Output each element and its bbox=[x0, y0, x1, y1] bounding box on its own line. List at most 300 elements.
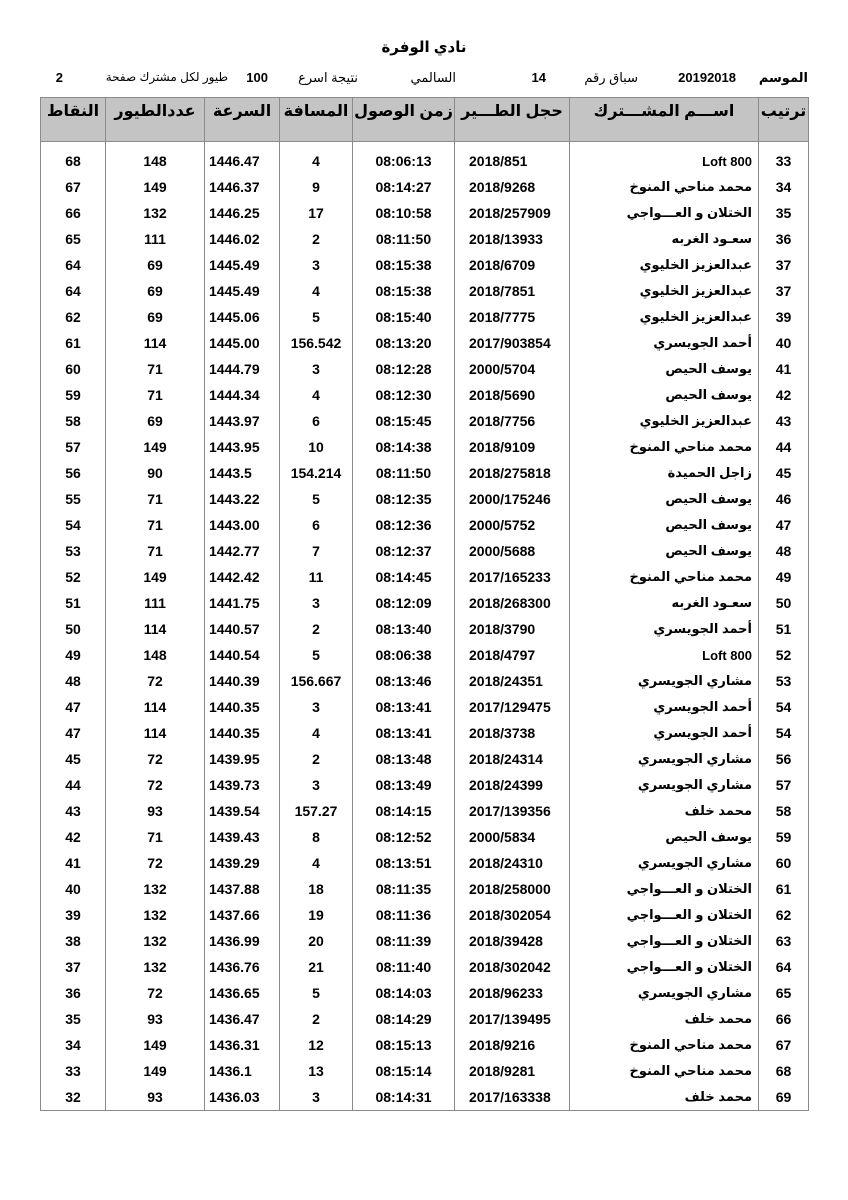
arrival-time-cell: 08:12:30 bbox=[353, 382, 455, 408]
bird-count-cell: 111 bbox=[106, 226, 205, 252]
bird-count-cell: 72 bbox=[106, 772, 205, 798]
table-row bbox=[41, 746, 809, 772]
participant-cell: محمد مناحي المنوخ bbox=[570, 174, 759, 200]
arrival-time-cell: 08:11:50 bbox=[353, 460, 455, 486]
points-cell: 35 bbox=[41, 1006, 106, 1032]
distance-cell: 2 bbox=[280, 1006, 353, 1032]
speed-cell: 1442.77 bbox=[205, 538, 280, 564]
bird-count-cell: 93 bbox=[106, 798, 205, 824]
distance-cell: 5 bbox=[280, 980, 353, 1006]
rank-cell: 33 bbox=[759, 148, 809, 174]
ring-cell: 2018/39428 bbox=[455, 928, 570, 954]
speed-cell: 1445.00 bbox=[205, 330, 280, 356]
points-cell: 33 bbox=[41, 1058, 106, 1084]
ring-cell: 2018/9268 bbox=[455, 174, 570, 200]
ring-cell: 2017/139356 bbox=[455, 798, 570, 824]
speed-cell: 1440.39 bbox=[205, 668, 280, 694]
participant-cell: أحمد الجويسري bbox=[570, 720, 759, 746]
bird-count-cell: 71 bbox=[106, 356, 205, 382]
arrival-time-cell: 08:13:49 bbox=[353, 772, 455, 798]
table-row bbox=[41, 460, 809, 486]
participant-cell: مشاري الجويسري bbox=[570, 772, 759, 798]
participant-cell: محمد مناحي المنوخ bbox=[570, 434, 759, 460]
ring-cell: 2018/257909 bbox=[455, 200, 570, 226]
arrival-time-cell: 08:14:38 bbox=[353, 434, 455, 460]
distance-cell: 157.27 bbox=[280, 798, 353, 824]
table-row bbox=[41, 980, 809, 1006]
rank-cell: 46 bbox=[759, 486, 809, 512]
speed-cell: 1443.5 bbox=[205, 460, 280, 486]
table-row bbox=[41, 382, 809, 408]
ring-cell: 2018/258000 bbox=[455, 876, 570, 902]
table-row bbox=[41, 1006, 809, 1032]
points-cell: 55 bbox=[41, 486, 106, 512]
table-row bbox=[41, 668, 809, 694]
bird-count-cell: 71 bbox=[106, 824, 205, 850]
bird-count-cell: 132 bbox=[106, 876, 205, 902]
season-label: الموسم bbox=[758, 70, 808, 85]
points-cell: 54 bbox=[41, 512, 106, 538]
ring-cell: 2000/5704 bbox=[455, 356, 570, 382]
participant-cell: عبدالعزيز الخليوي bbox=[570, 304, 759, 330]
club-title: نادي الوفرة bbox=[381, 39, 467, 56]
arrival-time-cell: 08:13:51 bbox=[353, 850, 455, 876]
participant-cell: Loft 800 bbox=[570, 642, 759, 668]
rank-cell: 48 bbox=[759, 538, 809, 564]
rank-cell: 47 bbox=[759, 512, 809, 538]
rank-cell: 54 bbox=[759, 720, 809, 746]
participant-cell: زاجل الحميدة bbox=[570, 460, 759, 486]
page-number: 2 bbox=[55, 70, 63, 85]
participant-cell: عبدالعزيز الخليوي bbox=[570, 252, 759, 278]
header-distance: المسافة bbox=[280, 98, 353, 142]
bird-count-cell: 90 bbox=[106, 460, 205, 486]
arrival-time-cell: 08:15:13 bbox=[353, 1032, 455, 1058]
bird-count-cell: 132 bbox=[106, 954, 205, 980]
speed-cell: 1440.54 bbox=[205, 642, 280, 668]
speed-cell: 1443.95 bbox=[205, 434, 280, 460]
header-bird-count: عددالطيور bbox=[106, 98, 205, 142]
points-cell: 32 bbox=[41, 1084, 106, 1111]
distance-cell: 9 bbox=[280, 174, 353, 200]
rank-cell: 61 bbox=[759, 876, 809, 902]
ring-cell: 2017/903854 bbox=[455, 330, 570, 356]
ring-cell: 2018/13933 bbox=[455, 226, 570, 252]
bird-count-cell: 149 bbox=[106, 174, 205, 200]
table-row bbox=[41, 824, 809, 850]
arrival-time-cell: 08:11:40 bbox=[353, 954, 455, 980]
rank-cell: 45 bbox=[759, 460, 809, 486]
birds-count: 100 bbox=[246, 70, 268, 85]
points-cell: 64 bbox=[41, 252, 106, 278]
bird-count-cell: 148 bbox=[106, 148, 205, 174]
per-participant-label: طيور لكل مشترك صفحة bbox=[105, 70, 228, 84]
participant-cell: الختلان و العـــواجي bbox=[570, 200, 759, 226]
rank-cell: 64 bbox=[759, 954, 809, 980]
distance-cell: 6 bbox=[280, 512, 353, 538]
ring-cell: 2018/3738 bbox=[455, 720, 570, 746]
speed-cell: 1441.75 bbox=[205, 590, 280, 616]
race-number: 14 bbox=[531, 70, 546, 85]
rank-cell: 40 bbox=[759, 330, 809, 356]
arrival-time-cell: 08:12:09 bbox=[353, 590, 455, 616]
speed-cell: 1439.29 bbox=[205, 850, 280, 876]
speed-cell: 1445.06 bbox=[205, 304, 280, 330]
ring-cell: 2018/7775 bbox=[455, 304, 570, 330]
arrival-time-cell: 08:12:35 bbox=[353, 486, 455, 512]
participant-cell: يوسف الحيص bbox=[570, 486, 759, 512]
participant-cell: سعـود الغربه bbox=[570, 226, 759, 252]
participant-cell: سعـود الغربه bbox=[570, 590, 759, 616]
distance-cell: 10 bbox=[280, 434, 353, 460]
ring-cell: 2018/268300 bbox=[455, 590, 570, 616]
points-cell: 42 bbox=[41, 824, 106, 850]
distance-cell: 5 bbox=[280, 486, 353, 512]
participant-cell: أحمد الجويسري bbox=[570, 330, 759, 356]
ring-cell: 2018/6709 bbox=[455, 252, 570, 278]
bird-count-cell: 149 bbox=[106, 1032, 205, 1058]
distance-cell: 17 bbox=[280, 200, 353, 226]
participant-cell: الختلان و العـــواجي bbox=[570, 876, 759, 902]
rank-cell: 44 bbox=[759, 434, 809, 460]
distance-cell: 21 bbox=[280, 954, 353, 980]
participant-cell: محمد خلف bbox=[570, 1084, 759, 1111]
distance-cell: 5 bbox=[280, 642, 353, 668]
speed-cell: 1436.99 bbox=[205, 928, 280, 954]
points-cell: 51 bbox=[41, 590, 106, 616]
bird-count-cell: 132 bbox=[106, 928, 205, 954]
bird-count-cell: 114 bbox=[106, 694, 205, 720]
participant-cell: مشاري الجويسري bbox=[570, 850, 759, 876]
rank-cell: 39 bbox=[759, 304, 809, 330]
table-row bbox=[41, 538, 809, 564]
arrival-time-cell: 08:12:52 bbox=[353, 824, 455, 850]
table-row bbox=[41, 252, 809, 278]
distance-cell: 12 bbox=[280, 1032, 353, 1058]
rank-cell: 66 bbox=[759, 1006, 809, 1032]
arrival-time-cell: 08:14:27 bbox=[353, 174, 455, 200]
ring-cell: 2018/9109 bbox=[455, 434, 570, 460]
table-row bbox=[41, 408, 809, 434]
arrival-time-cell: 08:13:20 bbox=[353, 330, 455, 356]
participant-cell: محمد خلف bbox=[570, 1006, 759, 1032]
table-row bbox=[41, 304, 809, 330]
points-cell: 34 bbox=[41, 1032, 106, 1058]
speed-cell: 1439.54 bbox=[205, 798, 280, 824]
points-cell: 61 bbox=[41, 330, 106, 356]
table-row bbox=[41, 720, 809, 746]
table-row bbox=[41, 798, 809, 824]
participant-cell: يوسف الحيص bbox=[570, 382, 759, 408]
table-row bbox=[41, 1058, 809, 1084]
points-cell: 40 bbox=[41, 876, 106, 902]
speed-cell: 1439.73 bbox=[205, 772, 280, 798]
arrival-time-cell: 08:06:38 bbox=[353, 642, 455, 668]
arrival-time-cell: 08:11:50 bbox=[353, 226, 455, 252]
points-cell: 44 bbox=[41, 772, 106, 798]
speed-cell: 1440.35 bbox=[205, 720, 280, 746]
rank-cell: 52 bbox=[759, 642, 809, 668]
rank-cell: 57 bbox=[759, 772, 809, 798]
arrival-time-cell: 08:13:41 bbox=[353, 694, 455, 720]
rank-cell: 43 bbox=[759, 408, 809, 434]
bird-count-cell: 148 bbox=[106, 642, 205, 668]
speed-cell: 1443.22 bbox=[205, 486, 280, 512]
participant-cell: عبدالعزيز الخليوي bbox=[570, 408, 759, 434]
participant-cell: الختلان و العـــواجي bbox=[570, 902, 759, 928]
arrival-time-cell: 08:13:46 bbox=[353, 668, 455, 694]
ring-cell: 2018/851 bbox=[455, 148, 570, 174]
table-row bbox=[41, 434, 809, 460]
speed-cell: 1446.37 bbox=[205, 174, 280, 200]
arrival-time-cell: 08:14:03 bbox=[353, 980, 455, 1006]
speed-cell: 1444.34 bbox=[205, 382, 280, 408]
table-row bbox=[41, 148, 809, 174]
points-cell: 62 bbox=[41, 304, 106, 330]
rank-cell: 50 bbox=[759, 590, 809, 616]
rank-cell: 67 bbox=[759, 1032, 809, 1058]
bird-count-cell: 69 bbox=[106, 252, 205, 278]
arrival-time-cell: 08:12:28 bbox=[353, 356, 455, 382]
table-row bbox=[41, 642, 809, 668]
bird-count-cell: 114 bbox=[106, 720, 205, 746]
fastest-result-label: نتيجة اسرع bbox=[298, 70, 358, 85]
speed-cell: 1446.25 bbox=[205, 200, 280, 226]
season-value: 20192018 bbox=[678, 70, 736, 85]
ring-cell: 2018/5690 bbox=[455, 382, 570, 408]
bird-count-cell: 72 bbox=[106, 746, 205, 772]
arrival-time-cell: 08:14:45 bbox=[353, 564, 455, 590]
ring-cell: 2017/139495 bbox=[455, 1006, 570, 1032]
table-row bbox=[41, 278, 809, 304]
rank-cell: 58 bbox=[759, 798, 809, 824]
header-speed: السرعة bbox=[205, 98, 280, 142]
bird-count-cell: 93 bbox=[106, 1006, 205, 1032]
table-row bbox=[41, 876, 809, 902]
points-cell: 58 bbox=[41, 408, 106, 434]
rank-cell: 42 bbox=[759, 382, 809, 408]
arrival-time-cell: 08:15:14 bbox=[353, 1058, 455, 1084]
ring-cell: 2018/24310 bbox=[455, 850, 570, 876]
ring-cell: 2018/3790 bbox=[455, 616, 570, 642]
speed-cell: 1440.35 bbox=[205, 694, 280, 720]
distance-cell: 3 bbox=[280, 772, 353, 798]
distance-cell: 2 bbox=[280, 226, 353, 252]
speed-cell: 1442.42 bbox=[205, 564, 280, 590]
ring-cell: 2018/302042 bbox=[455, 954, 570, 980]
arrival-time-cell: 08:15:40 bbox=[353, 304, 455, 330]
speed-cell: 1436.31 bbox=[205, 1032, 280, 1058]
ring-cell: 2018/24351 bbox=[455, 668, 570, 694]
distance-cell: 4 bbox=[280, 382, 353, 408]
participant-cell: الختلان و العـــواجي bbox=[570, 928, 759, 954]
points-cell: 67 bbox=[41, 174, 106, 200]
race-info-line bbox=[40, 70, 808, 90]
rank-cell: 54 bbox=[759, 694, 809, 720]
table-row bbox=[41, 694, 809, 720]
table-row bbox=[41, 226, 809, 252]
distance-cell: 4 bbox=[280, 148, 353, 174]
points-cell: 38 bbox=[41, 928, 106, 954]
distance-cell: 5 bbox=[280, 304, 353, 330]
race-location: السالمي bbox=[410, 70, 456, 85]
arrival-time-cell: 08:12:36 bbox=[353, 512, 455, 538]
bird-count-cell: 149 bbox=[106, 1058, 205, 1084]
ring-cell: 2018/7756 bbox=[455, 408, 570, 434]
distance-cell: 20 bbox=[280, 928, 353, 954]
speed-cell: 1436.76 bbox=[205, 954, 280, 980]
points-cell: 45 bbox=[41, 746, 106, 772]
bird-count-cell: 114 bbox=[106, 616, 205, 642]
bird-count-cell: 69 bbox=[106, 304, 205, 330]
points-cell: 53 bbox=[41, 538, 106, 564]
table-row bbox=[41, 356, 809, 382]
ring-cell: 2018/9281 bbox=[455, 1058, 570, 1084]
arrival-time-cell: 08:14:31 bbox=[353, 1084, 455, 1111]
arrival-time-cell: 08:06:13 bbox=[353, 148, 455, 174]
participant-cell: مشاري الجويسري bbox=[570, 668, 759, 694]
distance-cell: 4 bbox=[280, 720, 353, 746]
speed-cell: 1437.88 bbox=[205, 876, 280, 902]
table-row bbox=[41, 954, 809, 980]
participant-cell: محمد مناحي المنوخ bbox=[570, 564, 759, 590]
header-participant: اســـم المشـــترك bbox=[570, 98, 759, 142]
speed-cell: 1437.66 bbox=[205, 902, 280, 928]
rank-cell: 36 bbox=[759, 226, 809, 252]
table-row bbox=[41, 330, 809, 356]
bird-count-cell: 114 bbox=[106, 330, 205, 356]
points-cell: 43 bbox=[41, 798, 106, 824]
bird-count-cell: 71 bbox=[106, 382, 205, 408]
participant-cell: يوسف الحيص bbox=[570, 538, 759, 564]
table-row bbox=[41, 200, 809, 226]
speed-cell: 1436.65 bbox=[205, 980, 280, 1006]
header-ring: حجل الطـــير bbox=[455, 98, 570, 142]
ring-cell: 2018/275818 bbox=[455, 460, 570, 486]
bird-count-cell: 72 bbox=[106, 980, 205, 1006]
bird-count-cell: 71 bbox=[106, 486, 205, 512]
rank-cell: 65 bbox=[759, 980, 809, 1006]
points-cell: 65 bbox=[41, 226, 106, 252]
header-rank: ترتيب bbox=[759, 98, 809, 142]
rank-cell: 37 bbox=[759, 278, 809, 304]
points-cell: 41 bbox=[41, 850, 106, 876]
bird-count-cell: 149 bbox=[106, 564, 205, 590]
points-cell: 47 bbox=[41, 694, 106, 720]
table-row bbox=[41, 850, 809, 876]
bird-count-cell: 69 bbox=[106, 278, 205, 304]
bird-count-cell: 93 bbox=[106, 1084, 205, 1111]
ring-cell: 2018/96233 bbox=[455, 980, 570, 1006]
participant-cell: عبدالعزيز الخليوي bbox=[570, 278, 759, 304]
speed-cell: 1445.49 bbox=[205, 252, 280, 278]
participant-cell: مشاري الجويسري bbox=[570, 746, 759, 772]
bird-count-cell: 72 bbox=[106, 668, 205, 694]
points-cell: 68 bbox=[41, 148, 106, 174]
distance-cell: 156.667 bbox=[280, 668, 353, 694]
table-row bbox=[41, 590, 809, 616]
distance-cell: 11 bbox=[280, 564, 353, 590]
points-cell: 59 bbox=[41, 382, 106, 408]
points-cell: 36 bbox=[41, 980, 106, 1006]
bird-count-cell: 111 bbox=[106, 590, 205, 616]
ring-cell: 2017/129475 bbox=[455, 694, 570, 720]
distance-cell: 3 bbox=[280, 356, 353, 382]
arrival-time-cell: 08:14:15 bbox=[353, 798, 455, 824]
distance-cell: 8 bbox=[280, 824, 353, 850]
speed-cell: 1445.49 bbox=[205, 278, 280, 304]
header-arrival-time: زمن الوصول bbox=[353, 98, 455, 142]
arrival-time-cell: 08:11:35 bbox=[353, 876, 455, 902]
header-points: النقاط bbox=[41, 98, 106, 142]
arrival-time-cell: 08:11:36 bbox=[353, 902, 455, 928]
table-row bbox=[41, 772, 809, 798]
rank-cell: 34 bbox=[759, 174, 809, 200]
points-cell: 47 bbox=[41, 720, 106, 746]
table-row bbox=[41, 1084, 809, 1111]
table-row bbox=[41, 174, 809, 200]
speed-cell: 1444.79 bbox=[205, 356, 280, 382]
ring-cell: 2000/5834 bbox=[455, 824, 570, 850]
rank-cell: 68 bbox=[759, 1058, 809, 1084]
ring-cell: 2000/5752 bbox=[455, 512, 570, 538]
rank-cell: 49 bbox=[759, 564, 809, 590]
arrival-time-cell: 08:13:41 bbox=[353, 720, 455, 746]
ring-cell: 2000/175246 bbox=[455, 486, 570, 512]
distance-cell: 3 bbox=[280, 590, 353, 616]
speed-cell: 1443.97 bbox=[205, 408, 280, 434]
points-cell: 37 bbox=[41, 954, 106, 980]
distance-cell: 6 bbox=[280, 408, 353, 434]
distance-cell: 7 bbox=[280, 538, 353, 564]
bird-count-cell: 72 bbox=[106, 850, 205, 876]
ring-cell: 2018/24399 bbox=[455, 772, 570, 798]
speed-cell: 1446.47 bbox=[205, 148, 280, 174]
speed-cell: 1439.43 bbox=[205, 824, 280, 850]
rank-cell: 51 bbox=[759, 616, 809, 642]
speed-cell: 1436.1 bbox=[205, 1058, 280, 1084]
bird-count-cell: 132 bbox=[106, 200, 205, 226]
arrival-time-cell: 08:15:38 bbox=[353, 278, 455, 304]
distance-cell: 2 bbox=[280, 746, 353, 772]
points-cell: 64 bbox=[41, 278, 106, 304]
distance-cell: 4 bbox=[280, 278, 353, 304]
points-cell: 60 bbox=[41, 356, 106, 382]
arrival-time-cell: 08:15:45 bbox=[353, 408, 455, 434]
table-row bbox=[41, 512, 809, 538]
rank-cell: 41 bbox=[759, 356, 809, 382]
arrival-time-cell: 08:10:58 bbox=[353, 200, 455, 226]
participant-cell: يوسف الحيص bbox=[570, 512, 759, 538]
speed-cell: 1446.02 bbox=[205, 226, 280, 252]
ring-cell: 2018/9216 bbox=[455, 1032, 570, 1058]
speed-cell: 1436.03 bbox=[205, 1084, 280, 1111]
rank-cell: 63 bbox=[759, 928, 809, 954]
bird-count-cell: 149 bbox=[106, 434, 205, 460]
ring-cell: 2017/165233 bbox=[455, 564, 570, 590]
rank-cell: 35 bbox=[759, 200, 809, 226]
ring-cell: 2018/24314 bbox=[455, 746, 570, 772]
points-cell: 39 bbox=[41, 902, 106, 928]
ring-cell: 2017/163338 bbox=[455, 1084, 570, 1111]
rank-cell: 53 bbox=[759, 668, 809, 694]
participant-cell: أحمد الجويسري bbox=[570, 616, 759, 642]
rank-cell: 60 bbox=[759, 850, 809, 876]
participant-cell: محمد مناحي المنوخ bbox=[570, 1032, 759, 1058]
distance-cell: 154.214 bbox=[280, 460, 353, 486]
distance-cell: 3 bbox=[280, 252, 353, 278]
rank-cell: 59 bbox=[759, 824, 809, 850]
